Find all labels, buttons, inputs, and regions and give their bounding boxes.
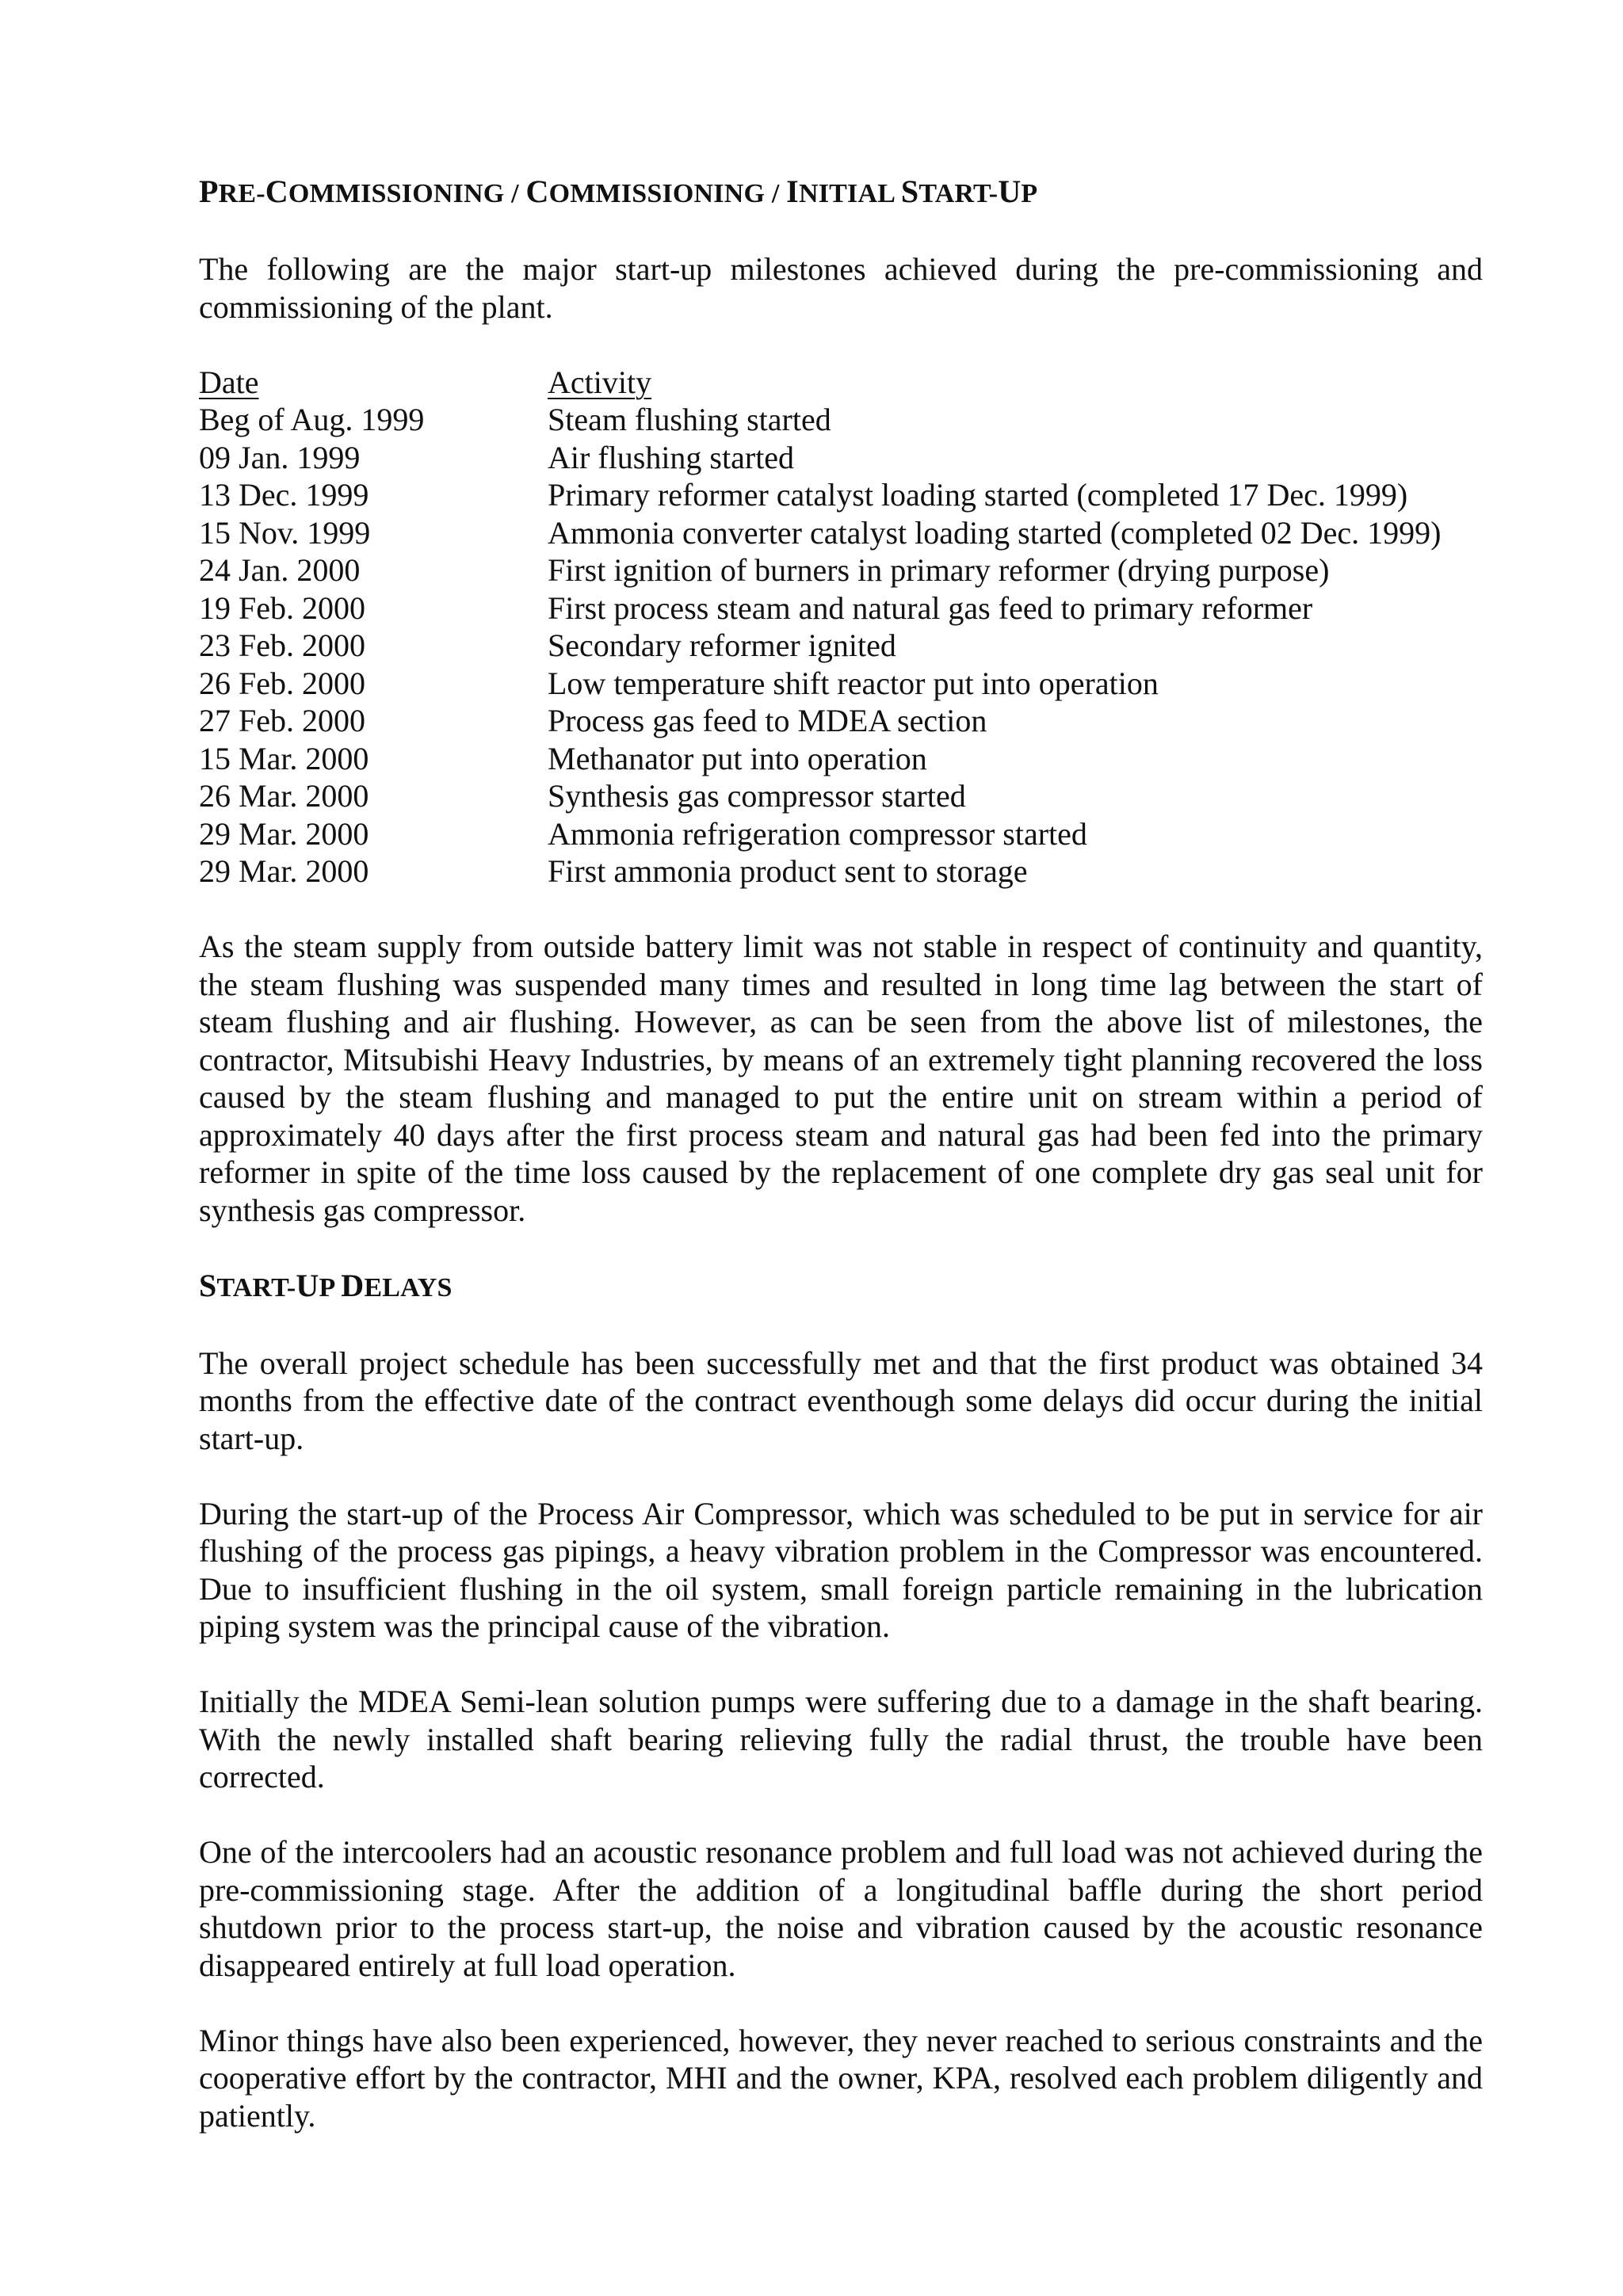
milestone-date: 23 Feb. 2000 — [199, 627, 365, 663]
milestone-row — [199, 627, 1483, 665]
milestone-date: 26 Feb. 2000 — [199, 665, 365, 701]
milestone-activity: First process steam and natural gas feed to primary reformer — [548, 589, 1313, 626]
section-heading-start-up-delays: START-UP DELAYS — [199, 1267, 453, 1303]
milestone-activity: Steam flushing started — [548, 402, 831, 437]
milestone-row — [199, 514, 1483, 552]
mdea-pumps-paragraph: Initially the MDEA Semi-lean solution pumps were suffering due to a damage in the shaft bearing. With the newly installed shaft bearing relieving fully the radial thrust, the trouble have been corrected. — [199, 1684, 1483, 1794]
milestone-date: 19 Feb. 2000 — [199, 589, 365, 626]
steam-flushing-paragraph: As the steam supply from outside battery limit was not stable in respect of continuity and quantity, the steam flushing was suspended many times and resulted in long time lag between the start of steam flushing and air flushing. However, as can be seen from the above list of milestones, the contractor, Mitsubishi Heavy Industries, by means of an extremely tight planning recovered the loss caused by the steam flushing and managed to put the entire unit on stream within a period of approximately 40 days after the first process steam and natural gas had been fed into the primary reformer in spite of the time loss caused by the replacement of one complete dry gas seal unit for synthesis gas compressor. — [199, 929, 1483, 1228]
milestone-date: 09 Jan. 1999 — [199, 439, 361, 475]
milestone-date: 29 Mar. 2000 — [199, 815, 369, 852]
milestone-row — [199, 702, 1483, 740]
milestone-activity: Air flushing started — [548, 439, 795, 475]
milestone-activity: First ignition of burners in primary reformer (drying purpose) — [548, 552, 1330, 588]
milestone-row — [199, 777, 1483, 815]
milestone-row — [199, 439, 1483, 477]
air-compressor-paragraph: During the start-up of the Process Air Compressor, which was scheduled to be put in service for air flushing of the process gas pipings, a heavy vibration problem in the Compressor was encountered. Due to insufficient flushing in the oil system, small foreign particle remaining in the lubrication piping system was the principal cause of the vibration. — [199, 1495, 1483, 1644]
milestone-activity: First ammonia product sent to storage — [548, 853, 1028, 889]
milestone-row — [199, 401, 1483, 439]
milestone-row — [199, 551, 1483, 589]
milestone-activity: Ammonia converter catalyst loading started (completed 02 Dec. 1999) — [548, 514, 1442, 551]
intro-paragraph: The following are the major start-up milestones achieved during the pre-commissioning and commissioning of the plant. — [199, 251, 1483, 325]
schedule-paragraph: The overall project schedule has been successfully met and that the first product was obtained 34 months from the effective date of the contract eventhough some delays did occur during the initial start-up. — [199, 1344, 1483, 1456]
milestone-activity: Ammonia refrigeration compressor started — [548, 815, 1087, 852]
document-page — [199, 173, 1483, 2172]
milestone-date: 13 Dec. 1999 — [199, 477, 369, 513]
milestone-date: 27 Feb. 2000 — [199, 703, 365, 738]
milestone-row — [199, 815, 1483, 853]
milestone-row — [199, 740, 1483, 778]
milestone-date: 24 Jan. 2000 — [199, 552, 361, 588]
date-column-header: Date — [199, 364, 259, 400]
milestone-date: 29 Mar. 2000 — [199, 853, 369, 889]
milestone-activity: Low temperature shift reactor put into operation — [548, 665, 1159, 701]
section-heading-commissioning: PRE-COMMISSIONING / COMMISSIONING / INITIAL START-UP — [199, 174, 1038, 209]
milestones-table — [199, 364, 1483, 891]
milestone-activity: Methanator put into operation — [548, 740, 927, 776]
minor-issues-paragraph: Minor things have also been experienced, however, they never reached to serious constraints and the cooperative effort by the contractor, MHI and the owner, KPA, resolved each problem diligently and patiently. — [199, 2022, 1483, 2134]
milestone-date: Beg of Aug. 1999 — [199, 402, 425, 437]
milestone-activity: Primary reformer catalyst loading started (completed 17 Dec. 1999) — [548, 477, 1408, 513]
milestone-activity: Secondary reformer ignited — [548, 627, 896, 663]
milestone-activity: Process gas feed to MDEA section — [548, 703, 987, 738]
milestone-date: 26 Mar. 2000 — [199, 778, 369, 814]
milestone-date: 15 Mar. 2000 — [199, 740, 369, 776]
milestone-row — [199, 665, 1483, 703]
intercooler-paragraph: One of the intercoolers had an acoustic resonance problem and full load was not achieved during the pre-commissioning stage. After the addition of a longitudinal baffle during the short period shutdown prior to the process start-up, the noise and vibration caused by the acoustic resonance disappeared entirely at full load operation. — [199, 1834, 1483, 1983]
milestone-date: 15 Nov. 1999 — [199, 514, 371, 551]
milestone-row — [199, 589, 1483, 627]
milestone-activity: Synthesis gas compressor started — [548, 778, 966, 814]
milestones-table-header — [199, 364, 1483, 402]
milestone-row — [199, 476, 1483, 514]
activity-column-header: Activity — [548, 364, 652, 400]
milestone-row — [199, 852, 1483, 891]
